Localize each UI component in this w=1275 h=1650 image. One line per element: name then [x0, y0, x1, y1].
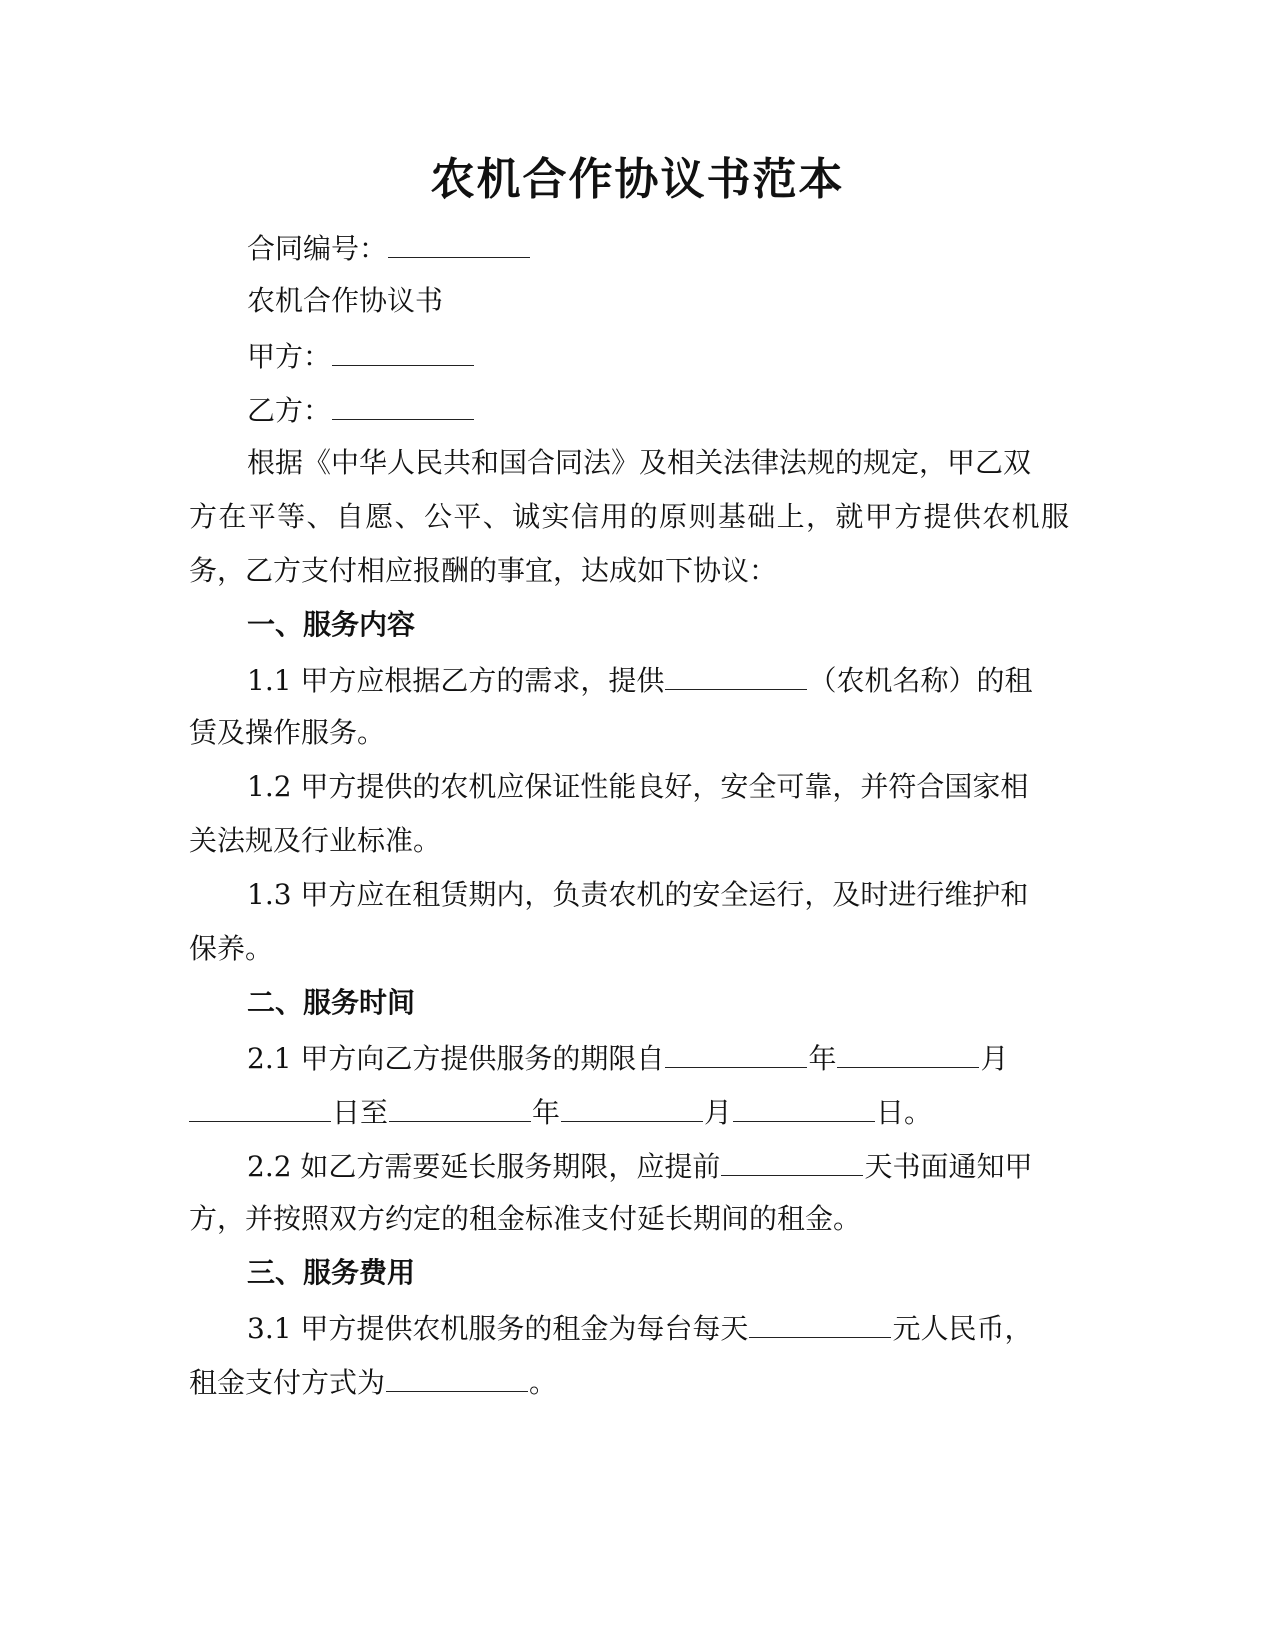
- month-label: 月: [980, 1042, 1009, 1075]
- year-label: 年: [808, 1042, 837, 1075]
- party-a-line: [247, 335, 1127, 377]
- party-a-blank: [332, 335, 474, 366]
- clause-1-2-line-1: 1.2 甲方提供的农机应保证性能良好，安全可靠，并符合国家相: [247, 770, 1029, 803]
- clause-3-1-text-c: 租金支付方式为: [189, 1366, 386, 1399]
- clause-2-2-text-a: 2.2 如乙方需要延长服务期限，应提前: [247, 1150, 721, 1183]
- end-day-blank: [733, 1091, 875, 1122]
- clause-2-2-text-b: 天书面通知甲: [864, 1150, 1033, 1183]
- end-month-blank: [561, 1091, 703, 1122]
- clause-1-1-text-a: 1.1 甲方应根据乙方的需求，提供: [247, 664, 665, 697]
- clause-1-3-line-1: 1.3 甲方应在租赁期内，负责农机的安全运行，及时进行维护和: [247, 878, 1029, 911]
- notice-days-blank: [721, 1145, 863, 1176]
- day-to-label: 日至: [332, 1096, 389, 1129]
- party-b-line: [247, 389, 1127, 431]
- daily-rent-blank: [749, 1307, 891, 1338]
- clause-2-2-line-1: [247, 1145, 1127, 1187]
- section-2-heading: 二、服务时间: [247, 986, 416, 1019]
- clause-3-1-text-d: 。: [529, 1366, 558, 1399]
- end-day-label: 日。: [876, 1096, 933, 1129]
- party-b-label: 乙方：: [247, 394, 332, 427]
- end-month-label: 月: [704, 1096, 733, 1129]
- section-1-heading: 一、服务内容: [247, 608, 416, 641]
- clause-3-1-line-1: [247, 1307, 1127, 1349]
- preamble-line-1: 根据《中华人民共和国合同法》及相关法律法规的规定，甲乙双: [247, 446, 1032, 479]
- start-year-blank: [665, 1037, 807, 1068]
- clause-2-2-line-2: 方，并按照双方约定的租金标准支付延长期间的租金。: [189, 1202, 862, 1235]
- contract-number-blank: [388, 227, 530, 258]
- party-b-blank: [332, 389, 474, 420]
- clause-2-1-line-2: [189, 1091, 1069, 1133]
- preamble-line-3: 务，乙方支付相应报酬的事宜，达成如下协议：: [189, 554, 778, 587]
- agreement-subtitle: 农机合作协议书: [247, 284, 444, 317]
- party-a-label: 甲方：: [247, 340, 332, 373]
- section-3-heading: 三、服务费用: [247, 1256, 416, 1289]
- clause-1-1-text-b: （农机名称）的租: [808, 664, 1033, 697]
- end-year-blank: [389, 1091, 531, 1122]
- clause-2-1-line-1: [247, 1037, 1127, 1079]
- clause-1-1-line-1: [247, 659, 1127, 701]
- contract-number-label: 合同编号：: [247, 232, 388, 265]
- payment-method-blank: [386, 1361, 528, 1392]
- contract-number-line: [247, 227, 1127, 269]
- machine-name-blank: [665, 659, 807, 690]
- preamble-line-2: 方在平等、自愿、公平、诚实信用的原则基础上，就甲方提供农机服: [189, 500, 1069, 533]
- start-day-blank: [189, 1091, 331, 1122]
- clause-3-1-line-2: [189, 1361, 1069, 1403]
- clause-3-1-text-a: 3.1 甲方提供农机服务的租金为每台每天: [247, 1312, 749, 1345]
- clause-1-1-line-2: 赁及操作服务。: [189, 716, 386, 749]
- clause-3-1-text-b: 元人民币，: [892, 1312, 1033, 1345]
- clause-1-3-line-2: 保养。: [189, 932, 274, 965]
- clause-1-2-line-2: 关法规及行业标准。: [189, 824, 442, 857]
- start-month-blank: [837, 1037, 979, 1068]
- end-year-label: 年: [532, 1096, 561, 1129]
- document-title: 农机合作协议书范本: [430, 154, 845, 205]
- clause-2-1-text-a: 2.1 甲方向乙方提供服务的期限自: [247, 1042, 665, 1075]
